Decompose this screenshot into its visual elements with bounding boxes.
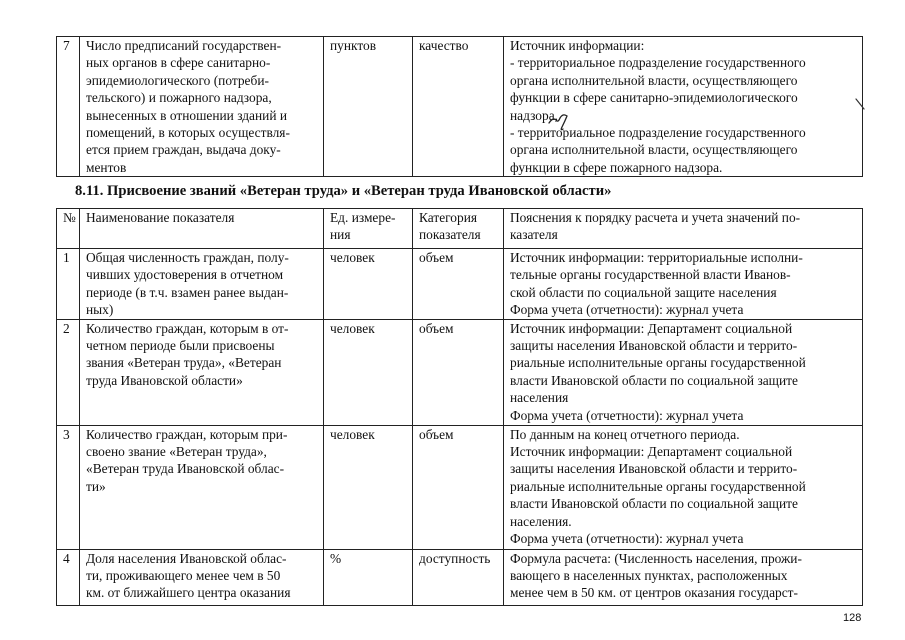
unit-cell: пунктов bbox=[324, 37, 413, 177]
category-cell: объем bbox=[413, 249, 504, 320]
header-number: № bbox=[57, 209, 80, 249]
page-number: 128 bbox=[843, 612, 862, 624]
category-cell: качество bbox=[413, 37, 504, 177]
explanation-cell: Формула расчета: (Численность населения, прожи- вающего в населенных пунктах, расположенных менее чем в 50 км. от центров оказания государст- bbox=[504, 549, 863, 605]
unit-cell: человек bbox=[324, 249, 413, 320]
section-heading: 8.11. Присвоение званий «Ветеран труда» и «Ветеран труда Ивановской области» bbox=[75, 183, 612, 199]
unit-cell: % bbox=[324, 549, 413, 605]
table-row bbox=[57, 249, 863, 320]
indicators-table bbox=[56, 208, 863, 606]
table-header-row bbox=[57, 209, 863, 249]
category-cell: доступность bbox=[413, 549, 504, 605]
header-explanation: Пояснения к порядку расчета и учета значений по- казателя bbox=[504, 209, 863, 249]
indicator-name: Общая численность граждан, полу- чивших удостоверения в отчетном периоде (в т.ч. взамен ранее выдан- ных) bbox=[80, 249, 324, 320]
explanation-cell: Источник информации: территориальные исполни- тельные органы государственной власти Иванов- ской области по социальной защите населения Форма учета (отчетности): журнал учета bbox=[504, 249, 863, 320]
header-unit: Ед. измере- ния bbox=[324, 209, 413, 249]
explanation-cell: Источник информации: - территориальное подразделение государственного органа исполнительной власти, осуществляющего функции в сфере санитарно-эпидемиологического надзора, - территориальное подразделение государственного органа исполнительной власти, осуществляющего функции в сфере пожарного надзора. bbox=[504, 37, 863, 177]
unit-cell: человек bbox=[324, 425, 413, 549]
indicator-name: Количество граждан, которым при- своено звание «Ветеран труда», «Ветеран труда Ивановской облас- ти» bbox=[80, 425, 324, 549]
explanation-cell: Источник информации: Департамент социальной защиты населения Ивановской области и террито- риальные исполнительные органы государственной власти Ивановской области по социальной защите населения Форма учета (отчетности): журнал учета bbox=[504, 319, 863, 425]
explanation-cell: По данным на конец отчетного периода. Источник информации: Департамент социальной защиты населения Ивановской области и террито- риальные исполнительные органы государственной власти Ивановской области по социальной защите населения. Форма учета (отчетности): журнал учета bbox=[504, 425, 863, 549]
table-row bbox=[57, 319, 863, 425]
row-number: 2 bbox=[57, 319, 80, 425]
indicator-name: Доля населения Ивановской облас- ти, проживающего менее чем в 50 км. от ближайшего центра оказания bbox=[80, 549, 324, 605]
row-number: 1 bbox=[57, 249, 80, 320]
row-number: 3 bbox=[57, 425, 80, 549]
category-cell: объем bbox=[413, 425, 504, 549]
indicator-name: Число предписаний государствен- ных органов в сфере санитарно- эпидемиологического (потреби- тельского) и пожарного надзора, вынесенных в отношении зданий и помещений, в которых осуществля- ется прием граждан, выдача доку- ментов bbox=[80, 37, 324, 177]
table-row bbox=[57, 549, 863, 605]
header-category: Категория показателя bbox=[413, 209, 504, 249]
table-row bbox=[57, 425, 863, 549]
row-number: 7 bbox=[57, 37, 80, 177]
indicator-name: Количество граждан, которым в от- четном периоде были присвоены звания «Ветеран труда», «Ветеран труда Ивановской области» bbox=[80, 319, 324, 425]
category-cell: объем bbox=[413, 319, 504, 425]
top-table-fragment bbox=[56, 36, 863, 177]
row-number: 4 bbox=[57, 549, 80, 605]
table-row bbox=[57, 37, 863, 177]
header-name: Наименование показателя bbox=[80, 209, 324, 249]
unit-cell: человек bbox=[324, 319, 413, 425]
